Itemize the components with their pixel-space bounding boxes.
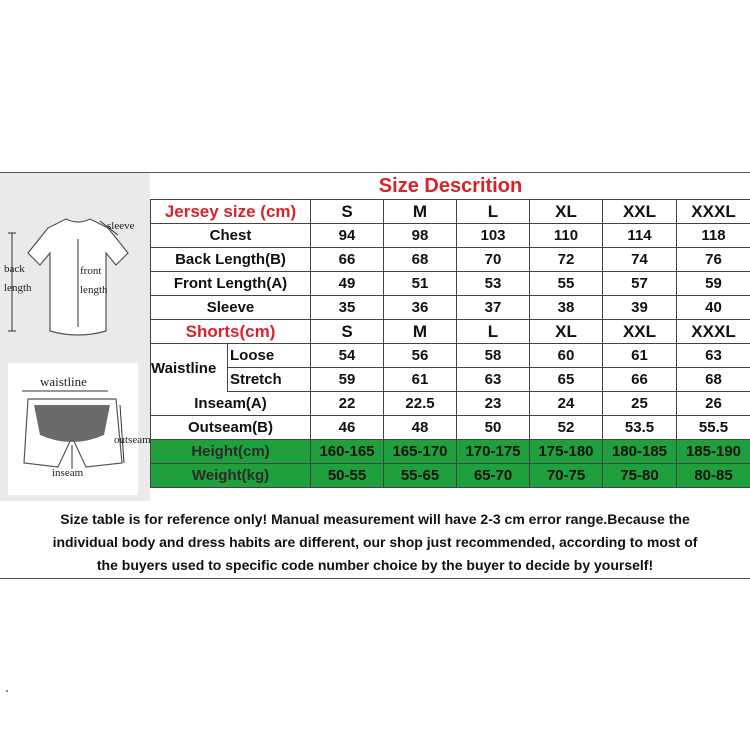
jersey-header-row [151, 200, 750, 224]
row-label: Outseam(B) [151, 416, 311, 440]
table-cell: 39 [603, 296, 677, 320]
row-label: Height(cm) [151, 440, 311, 464]
table-row [151, 440, 750, 464]
table-cell: 180-185 [603, 440, 677, 464]
jersey-diagram [4, 219, 135, 335]
size-header: XL [530, 200, 603, 224]
row-label: Chest [151, 224, 311, 248]
table-cell: 63 [677, 344, 750, 368]
size-header: XXL [603, 320, 677, 344]
table-cell: 68 [384, 248, 457, 272]
table-cell: 23 [457, 392, 530, 416]
table-cell: 22 [311, 392, 384, 416]
waistline-label: Waistline [151, 346, 227, 392]
table-cell: 25 [603, 392, 677, 416]
table-cell: 58 [457, 344, 530, 368]
size-header: XXXL [677, 200, 750, 224]
table-cell: 55.5 [677, 416, 750, 440]
table-cell: 72 [530, 248, 603, 272]
disclaimer-note [0, 508, 750, 577]
table-cell: 74 [603, 248, 677, 272]
size-header: S [311, 320, 384, 344]
table-row [151, 392, 750, 416]
row-label: Inseam(A) [151, 392, 311, 416]
label-sleeve: sleeve [107, 220, 135, 232]
table-cell: 65 [530, 368, 603, 392]
row-label: Stretch [227, 368, 310, 391]
table-cell: 65-70 [457, 464, 530, 488]
table-cell: 68 [677, 368, 750, 392]
table-cell: 103 [457, 224, 530, 248]
shorts-header: Shorts(cm) [151, 320, 311, 344]
table-cell: 54 [311, 344, 384, 368]
size-header: S [311, 200, 384, 224]
label-waistline: waistline [40, 374, 87, 389]
title-row [151, 173, 750, 200]
table-cell: 59 [677, 272, 750, 296]
label-length-left: length [4, 282, 32, 294]
label-inseam: inseam [52, 467, 84, 479]
table-cell: 76 [677, 248, 750, 272]
table-cell: 70 [457, 248, 530, 272]
stray-dot [6, 690, 8, 692]
shorts-diagram [8, 363, 150, 495]
size-header: L [457, 320, 530, 344]
table-cell: 26 [677, 392, 750, 416]
table-cell: 46 [311, 416, 384, 440]
table-cell: 56 [384, 344, 457, 368]
table-cell: 55-65 [384, 464, 457, 488]
table-cell: 98 [384, 224, 457, 248]
table-cell: 60 [530, 344, 603, 368]
jersey-header: Jersey size (cm) [151, 200, 311, 224]
measurement-diagrams [0, 173, 150, 501]
table-cell: 36 [384, 296, 457, 320]
diagram-svg [0, 173, 150, 501]
note-line: the buyers used to specific code number choice by the buyer to decide by yourself! [96, 557, 654, 573]
size-chart [0, 172, 750, 579]
table-row [151, 344, 750, 368]
table-cell: 49 [311, 272, 384, 296]
table-cell: 57 [603, 272, 677, 296]
table-cell: 70-75 [530, 464, 603, 488]
row-label: Weight(kg) [151, 464, 311, 488]
table-cell: 185-190 [677, 440, 750, 464]
table-cell: 38 [530, 296, 603, 320]
size-header: XXXL [677, 320, 750, 344]
row-label: Loose [227, 344, 310, 367]
table-cell: 22.5 [384, 392, 457, 416]
table-cell: 40 [677, 296, 750, 320]
table-cell: 37 [457, 296, 530, 320]
table-cell: 52 [530, 416, 603, 440]
size-header: M [384, 320, 457, 344]
table-cell: 165-170 [384, 440, 457, 464]
size-header: M [384, 200, 457, 224]
shorts-header-row [151, 320, 750, 344]
table-cell: 110 [530, 224, 603, 248]
label-length-right: length [80, 284, 108, 296]
label-back: back [4, 263, 25, 275]
table-cell: 51 [384, 272, 457, 296]
table-cell: 118 [677, 224, 750, 248]
table-row [151, 368, 750, 392]
table-cell: 170-175 [457, 440, 530, 464]
size-header: XXL [603, 200, 677, 224]
label-front: front [80, 265, 102, 277]
size-table [150, 173, 750, 488]
table-cell: 61 [384, 368, 457, 392]
table-cell: 61 [603, 344, 677, 368]
table-title: Size Descrition [151, 173, 750, 200]
table-cell: 80-85 [677, 464, 750, 488]
table-cell: 59 [311, 368, 384, 392]
row-label: Back Length(B) [151, 248, 311, 272]
note-line: Size table is for reference only! Manual measurement will have 2-3 cm error range.Because the [60, 511, 690, 527]
table-row [151, 464, 750, 488]
table-cell: 114 [603, 224, 677, 248]
label-outseam: outseam [114, 434, 150, 446]
table-cell: 48 [384, 416, 457, 440]
row-label: Front Length(A) [151, 272, 311, 296]
table-cell: 75-80 [603, 464, 677, 488]
table-row [151, 296, 750, 320]
table-cell: 160-165 [311, 440, 384, 464]
table-cell: 66 [311, 248, 384, 272]
table-cell: 63 [457, 368, 530, 392]
table-cell: 55 [530, 272, 603, 296]
table-cell: 175-180 [530, 440, 603, 464]
table-row [151, 272, 750, 296]
table-cell: 24 [530, 392, 603, 416]
row-label: Sleeve [151, 296, 311, 320]
shorts-chamois [34, 405, 110, 442]
table-row [151, 224, 750, 248]
table-cell: 35 [311, 296, 384, 320]
table-cell: 66 [603, 368, 677, 392]
table-cell: 53.5 [603, 416, 677, 440]
size-header: XL [530, 320, 603, 344]
table-row [151, 248, 750, 272]
note-line: individual body and dress habits are different, our shop just recommended, according to most of [52, 534, 698, 550]
table-cell: 50-55 [311, 464, 384, 488]
size-header: L [457, 200, 530, 224]
table-cell: 53 [457, 272, 530, 296]
table-cell: 94 [311, 224, 384, 248]
table-row [151, 416, 750, 440]
table-cell: 50 [457, 416, 530, 440]
